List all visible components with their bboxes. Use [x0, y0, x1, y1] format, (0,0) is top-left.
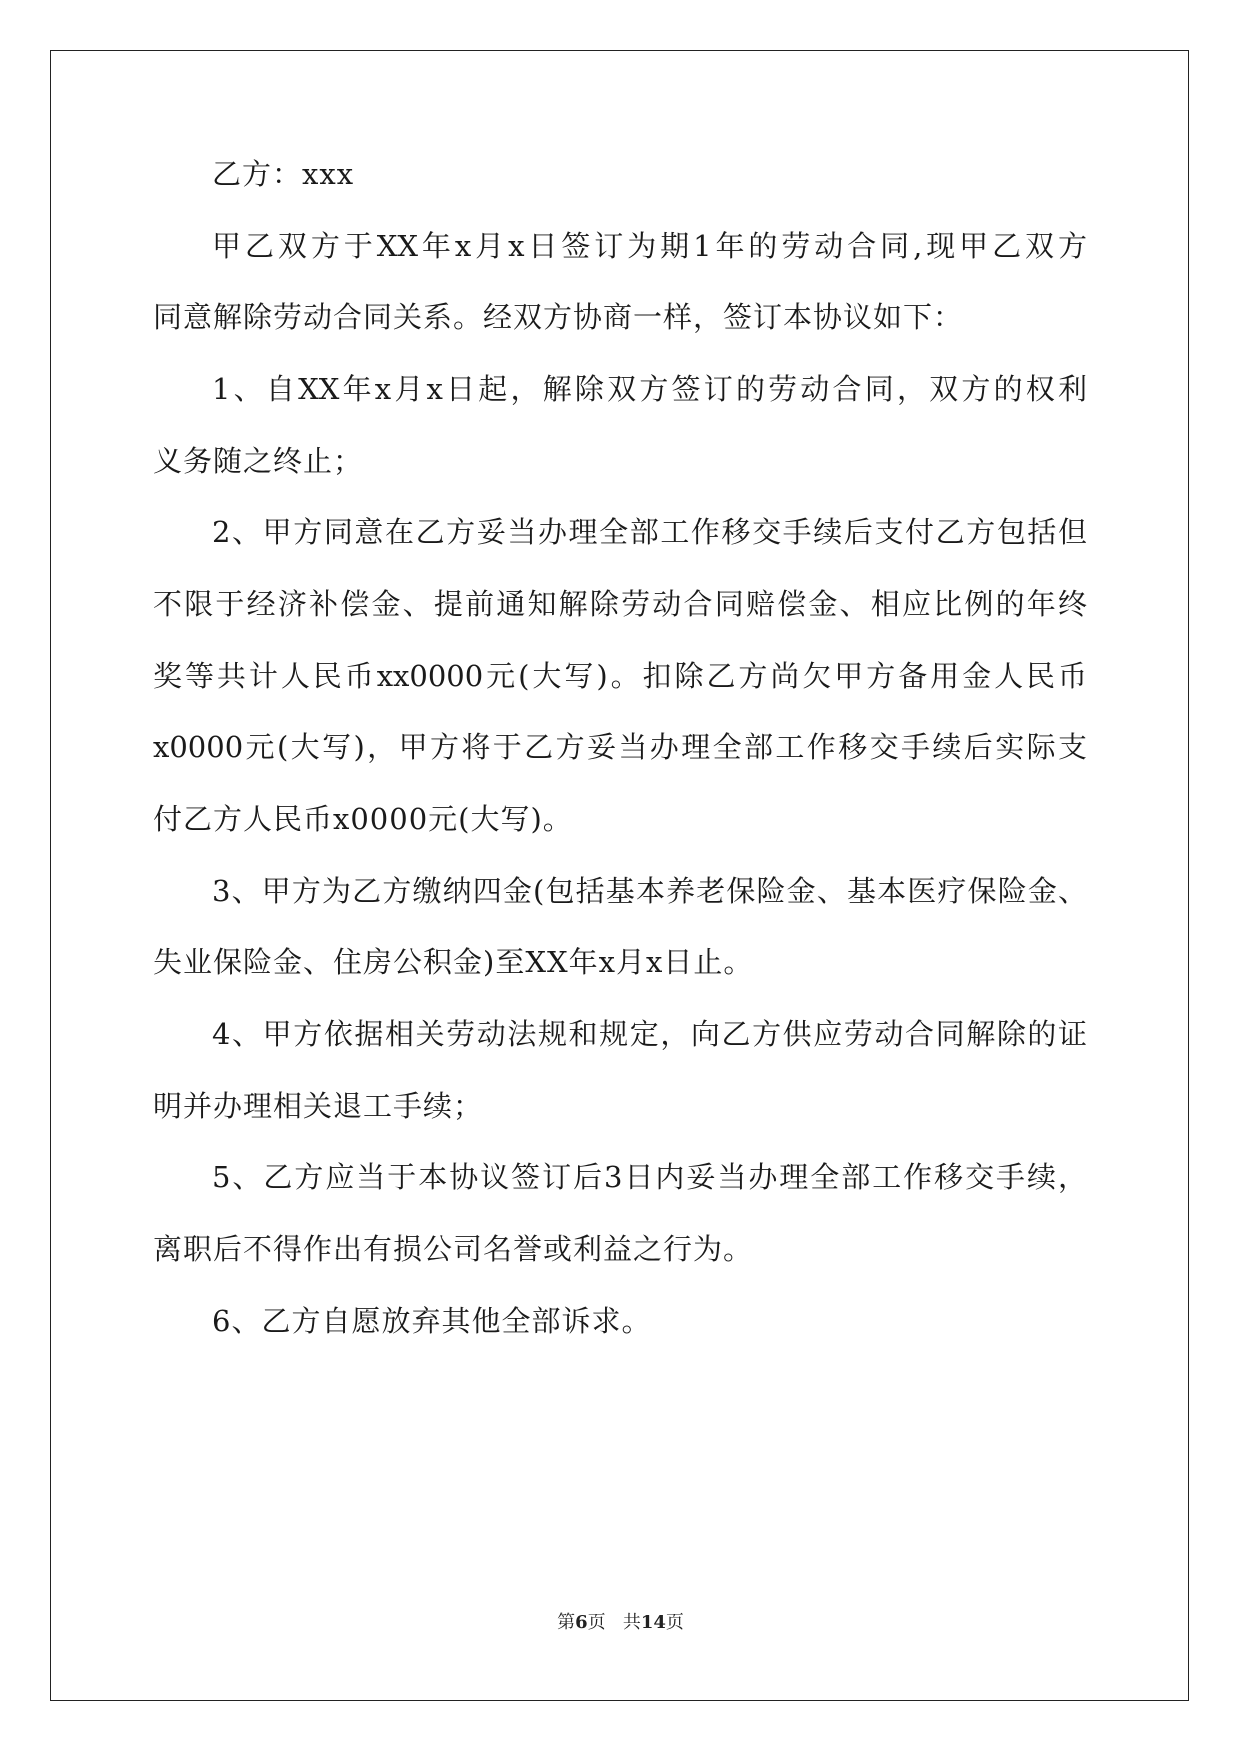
- party-b-line: 乙方：xxx: [212, 157, 355, 191]
- clause-3-line-2: 失业保险金、住房公积金)至XX年x月x日止。: [153, 945, 754, 979]
- clause-2-line-5: 付乙方人民币x0000元(大写)。: [153, 802, 573, 836]
- footer-page-suffix: 页: [587, 1612, 606, 1633]
- clause-4-line-1: 4、甲方依据相关劳动法规和规定，向乙方供应劳动合同解除的证: [212, 1017, 1087, 1051]
- footer-total-suffix: 页: [665, 1612, 684, 1633]
- clause-4-line-2: 明并办理相关退工手续；: [153, 1089, 484, 1123]
- footer-page-number: 6: [575, 1612, 588, 1633]
- clause-2-line-4: x0000元(大写)，甲方将于乙方妥当办理全部工作移交手续后实际支: [153, 730, 1087, 764]
- clause-2-line-3: 奖等共计人民币xx0000元(大写)。扣除乙方尚欠甲方备用金人民币: [153, 659, 1087, 693]
- intro-line-1: 甲乙双方于XX年x月x日签订为期1年的劳动合同,现甲乙双方: [212, 229, 1087, 263]
- clause-2-line-2: 不限于经济补偿金、提前通知解除劳动合同赔偿金、相应比例的年终: [153, 587, 1087, 621]
- clause-5-line-1: 5、乙方应当于本协议签订后3日内妥当办理全部工作移交手续，: [212, 1160, 1087, 1194]
- footer-total-prefix: 共: [622, 1612, 641, 1633]
- clause-1-line-1: 1、自XX年x月x日起，解除双方签订的劳动合同，双方的权利: [212, 372, 1087, 406]
- footer-total-pages: 14: [640, 1612, 666, 1633]
- clause-6-line-1: 6、乙方自愿放弃其他全部诉求。: [212, 1304, 652, 1338]
- intro-line-2: 同意解除劳动合同关系。经双方协商一样，签订本协议如下：: [153, 300, 964, 334]
- clause-3-line-1: 3、甲方为乙方缴纳四金(包括基本养老保险金、基本医疗保险金、: [212, 874, 1087, 908]
- clause-5-line-2: 离职后不得作出有损公司名誉或利益之行为。: [153, 1232, 754, 1266]
- page-footer: [0, 1612, 1241, 1634]
- clause-1-line-2: 义务随之终止；: [153, 444, 364, 478]
- footer-page-prefix: 第: [557, 1612, 576, 1633]
- clause-2-line-1: 2、甲方同意在乙方妥当办理全部工作移交手续后支付乙方包括但: [212, 515, 1087, 549]
